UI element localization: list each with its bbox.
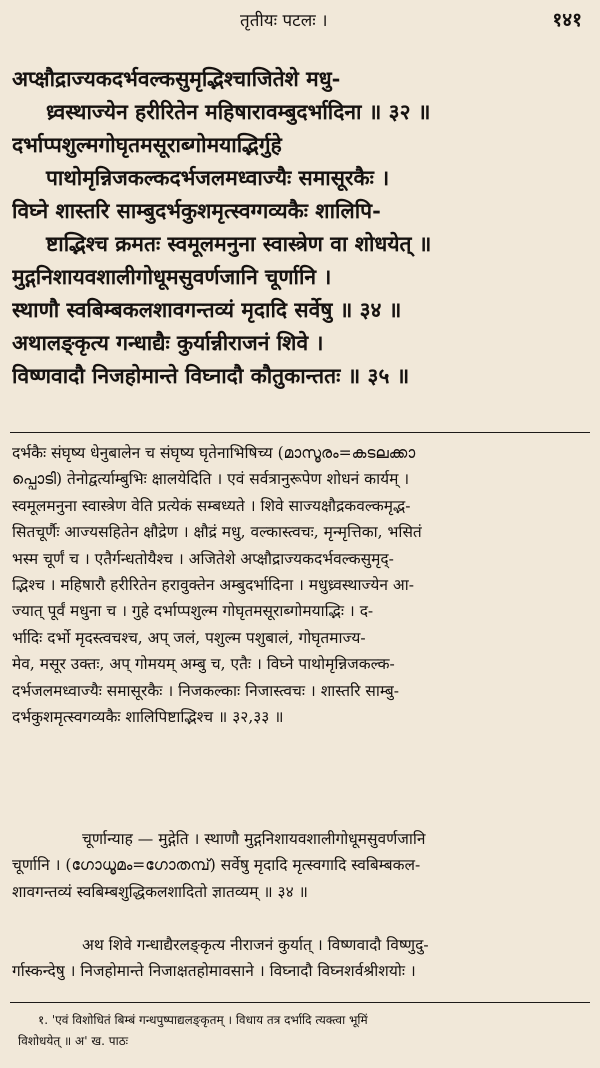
page-header [0, 4, 600, 34]
commentary-line: र्भादिः दर्भो मृदस्त्वचश्च, अप् जलं, पशुल्म पशुबालं, गोघृतमाज्य- [12, 628, 366, 647]
footnote-line: विशोधयेत् ॥ अ' ख. पाठः [18, 1034, 129, 1048]
commentary-line: चूर्णान्याह — मुद्गेति । स्थाणौ मुद्गनिशायवशालीगोधूमसुवर्णजानि [82, 830, 426, 848]
commentary-line: दर्भकुशमृत्स्वगव्यकैः शालिपिष्टाद्भिश्च ॥ ३२,३३ ॥ [12, 708, 284, 727]
commentary-line: द्भिश्च । महिषारौ हरीरितेन हरावुक्तेन अम्बुदर्भादिना । मधुध्र्वस्थाज्येन आ- [12, 576, 414, 595]
verse-block [12, 62, 594, 392]
commentary-line: सितचूर्णैः आज्यसहितेन क्षौद्रेण । क्षौद्रं मधु, वल्कास्त्वचः, मृन्मृत्तिका, भसितं [12, 523, 422, 542]
verse-line: ध्र्वस्थाज्येन हरीरितेन महिषारावम्बुदर्भादिना ॥ ३२ ॥ [46, 99, 431, 124]
verse-line: अप्क्षौद्राज्यकदर्भवल्कसुमृद्भिश्चाजितेशे मधु- [12, 66, 341, 91]
verse-line: विघ्ने शास्तरि साम्बुदर्भकुशमृत्स्वग्गव्यकैः शालिपि- [12, 198, 381, 223]
commentary-line: भस्म चूर्णं च । एतैर्गन्धतोयैश्च । अजितेशे अप्क्षौद्राज्यकदर्भवल्कसुमृद्- [12, 549, 394, 568]
commentary-line: स्वमूलमनुना स्वास्त्रेण वेति प्रत्येकं सम्बध्यते । शिवे साज्यक्षौद्रकवल्कमृद्भ- [12, 496, 411, 515]
verse-line: मुद्गनिशायवशालीगोधूमसुवर्णजानि चूर्णानि । [12, 264, 332, 289]
commentary-line: दर्भजलमध्वाज्यैः समासूरकैः । निजकल्काः निजास्त्वचः । शास्तरि साम्बु- [12, 681, 400, 700]
commentary-line: ज्यात् पूर्वं मधुना च । गुहे दर्भाप्पशुल्म गोघृतमसूराब्गोमयाद्भिः । द- [12, 602, 374, 621]
commentary-line: दर्भकैः संघृष्य धेनुबालेन च संघृष्य घृतेनाभिषिच्य (മാസൂരം=കടലക്കാ [12, 444, 416, 462]
commentary-block [12, 440, 588, 730]
page-number: १४१ [552, 9, 582, 31]
verse-line: पाथोमृन्निजकल्कदर्भजलमध्वाज्यैः समासूरकैः । [46, 165, 390, 190]
verse-line: अथालङ्कृत्य गन्धाद्यैः कुर्यान्नीराजनं शिवे । [12, 330, 324, 355]
commentary-line: मेव, मसूर उक्तः, अप् गोमयम् अम्बु च, एतैः । विघ्ने पाथोमृन्निजकल्क- [12, 655, 395, 674]
commentary-block [12, 932, 588, 985]
commentary-line: शावगन्तव्यं स्वबिम्बशुद्धिकलशादितो ज्ञातव्यम् ॥ ३४ ॥ [12, 882, 308, 901]
commentary-line: चूर्णानि । (ഗോധൂമം=ഗോതമ്പ്) सर्वेषु मृदादि मृत्स्वगादि स्वबिम्बकल- [12, 856, 421, 875]
section-divider [10, 432, 590, 433]
chapter-title: तृतीयः पटलः । [240, 11, 328, 31]
commentary-line: अथ शिवे गन्धाद्यैरलङ्कृत्य नीराजनं कुर्यात् । विष्णवादौ विष्णुदु- [82, 936, 429, 954]
commentary-block [12, 826, 588, 905]
commentary-line: പ്പൊടി) तेनोद्वर्त्याम्बुभिः क्षालयेदिति । एवं सर्वत्रानुरूपेण शोधनं कार्यम् । [12, 470, 410, 489]
verse-line: विष्णवादौ निजहोमान्ते विघ्नादौ कौतुकान्ततः ॥ ३५ ॥ [12, 363, 410, 388]
verse-line: दर्भाप्पशुल्मगोघृतमसूराब्गोमयाद्भिर्गुहे [12, 132, 282, 157]
commentary-line: र्गास्कन्देषु । निजहोमान्ते निजाक्षतहोमावसाने । विघ्नादौ विघ्नशर्वश्रीशयोः । [12, 962, 416, 981]
verse-line: ष्टाद्भिश्च क्रमतः स्वमूलमनुना स्वास्त्रेण वा शोधयेत् ॥ [46, 231, 432, 256]
footnote-line: १. 'एवं विशोधितं बिम्बं गन्धपुष्पाद्यलङ्कृतम् । विधाय तत्र दर्भादि त्यक्त्वा भूमिं [38, 1013, 368, 1027]
verse-line: स्थाणौ स्वबिम्बकलशावगन्तव्यं मृदादि सर्वेषु ॥ ३४ ॥ [12, 297, 402, 322]
footnote [18, 1010, 588, 1052]
footnote-divider [10, 1002, 590, 1003]
